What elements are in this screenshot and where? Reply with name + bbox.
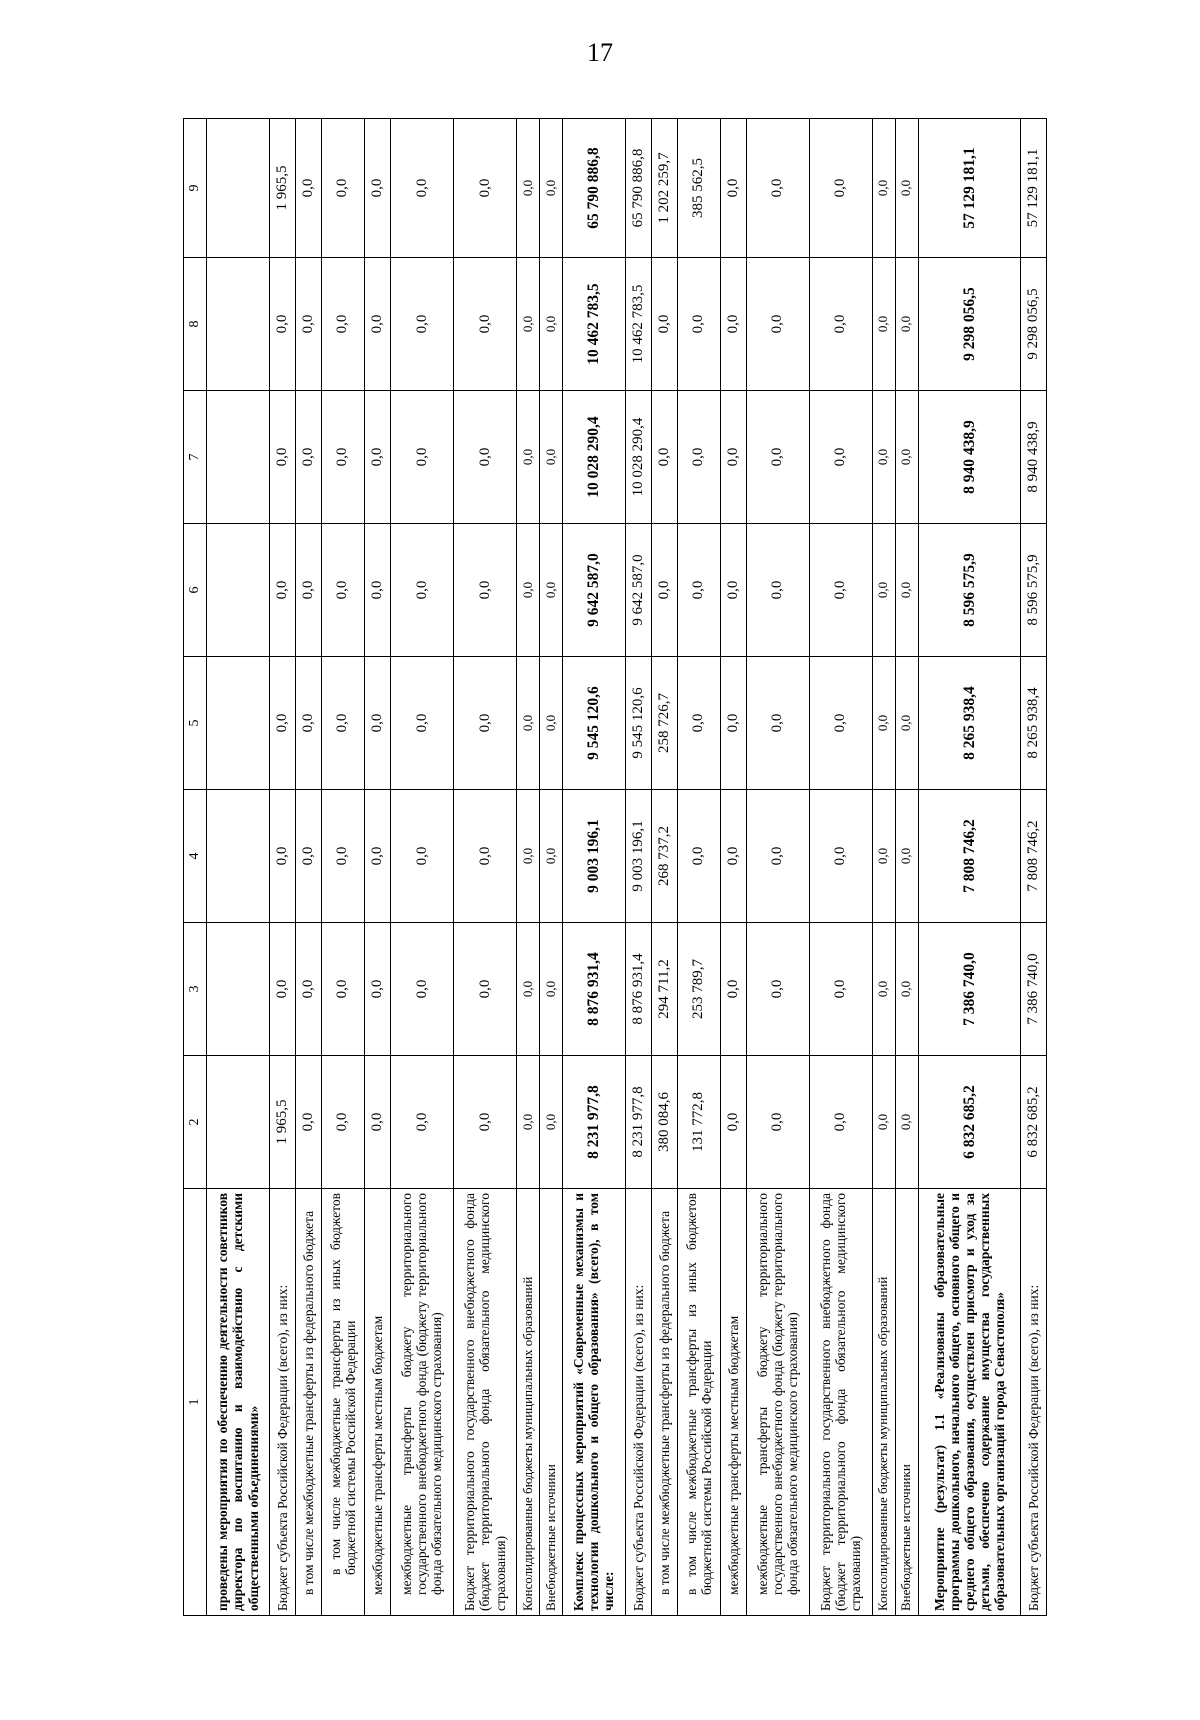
row-label: проведены мероприятия по обеспечению деятельности советников директора по воспитанию и взаимодействию с детскими общественными объединениями»	[207, 1189, 270, 1616]
value-cell: 0,0	[872, 790, 895, 923]
value-cell: 0,0	[517, 790, 540, 923]
value-cell: 8 265 938,4	[1021, 657, 1047, 790]
value-cell: 0,0	[809, 119, 872, 258]
value-cell: 0,0	[453, 657, 516, 790]
row-label: Консолидированные бюджеты муниципальных образований	[872, 1189, 895, 1616]
value-cell: 0,0	[746, 524, 809, 657]
page-number: 17	[587, 38, 613, 67]
value-cell: 0,0	[872, 391, 895, 524]
value-cell: 0,0	[453, 524, 516, 657]
value-cell: 9 003 196,1	[562, 790, 625, 923]
value-cell: 0,0	[872, 524, 895, 657]
value-cell: 0,0	[895, 524, 918, 657]
value-cell: 0,0	[365, 258, 391, 391]
value-cell: 0,0	[872, 119, 895, 258]
value-cell	[207, 790, 270, 923]
row-label: в том числе межбюджетные трансферты из иных бюджетов бюджетной системы Российской Федерации	[321, 1189, 364, 1616]
table-row	[365, 119, 391, 1616]
value-cell: 0,0	[321, 258, 364, 391]
value-cell: 0,0	[270, 391, 296, 524]
table-row	[677, 119, 720, 1616]
value-cell: 10 028 290,4	[625, 391, 651, 524]
value-cell: 8 596 575,9	[1021, 524, 1047, 657]
value-cell	[207, 1056, 270, 1189]
value-cell: 7 386 740,0	[1021, 923, 1047, 1056]
value-cell: 0,0	[720, 1056, 746, 1189]
budget-table	[183, 118, 1047, 1616]
column-header-5: 5	[184, 657, 207, 790]
value-cell: 0,0	[321, 923, 364, 1056]
value-cell: 0,0	[321, 1056, 364, 1189]
row-label: Внебюджетные источники	[895, 1189, 918, 1616]
table-row	[895, 119, 918, 1616]
value-cell: 8 231 977,8	[625, 1056, 651, 1189]
row-label: Консолидированные бюджеты муниципальных образований	[517, 1189, 540, 1616]
header-row	[184, 119, 207, 1616]
value-cell: 0,0	[270, 524, 296, 657]
value-cell: 0,0	[321, 119, 364, 258]
value-cell: 0,0	[365, 657, 391, 790]
value-cell: 0,0	[321, 657, 364, 790]
value-cell: 258 726,7	[651, 657, 677, 790]
value-cell: 0,0	[390, 1056, 453, 1189]
value-cell: 0,0	[809, 657, 872, 790]
value-cell	[207, 119, 270, 258]
row-label: Бюджет субъекта Российской Федерации (всего), из них:	[1021, 1189, 1047, 1616]
value-cell: 8 231 977,8	[562, 1056, 625, 1189]
value-cell: 9 545 120,6	[625, 657, 651, 790]
value-cell	[207, 524, 270, 657]
value-cell: 0,0	[365, 790, 391, 923]
value-cell: 0,0	[390, 119, 453, 258]
value-cell: 0,0	[677, 790, 720, 923]
value-cell: 0,0	[720, 391, 746, 524]
row-label: межбюджетные трансферты бюджету территориального государственного внебюджетного фонда (бюджету территориального фонда обязательного медицинского страхования)	[390, 1189, 453, 1616]
table-row	[746, 119, 809, 1616]
value-cell: 0,0	[720, 119, 746, 258]
value-cell: 0,0	[453, 790, 516, 923]
value-cell: 0,0	[321, 524, 364, 657]
value-cell: 0,0	[517, 391, 540, 524]
row-label: межбюджетные трансферты местным бюджетам	[365, 1189, 391, 1616]
value-cell: 0,0	[539, 1056, 562, 1189]
row-label: Бюджет территориального государственного внебюджетного фонда (бюджет территориального фонда обязательного медицинского страхования)	[453, 1189, 516, 1616]
value-cell: 0,0	[270, 657, 296, 790]
value-cell: 0,0	[809, 524, 872, 657]
value-cell: 0,0	[365, 391, 391, 524]
value-cell: 6 832 685,2	[918, 1056, 1020, 1189]
value-cell: 0,0	[651, 258, 677, 391]
value-cell: 0,0	[651, 391, 677, 524]
value-cell: 0,0	[453, 391, 516, 524]
table-body	[207, 119, 1047, 1616]
value-cell: 0,0	[539, 657, 562, 790]
value-cell: 0,0	[270, 923, 296, 1056]
value-cell: 65 790 886,8	[562, 119, 625, 258]
value-cell: 1 965,5	[270, 1056, 296, 1189]
row-label: Бюджет субъекта Российской Федерации (всего), из них:	[625, 1189, 651, 1616]
column-header-8: 8	[184, 258, 207, 391]
value-cell: 0,0	[746, 657, 809, 790]
value-cell: 0,0	[517, 657, 540, 790]
value-cell: 7 808 746,2	[918, 790, 1020, 923]
value-cell: 0,0	[390, 923, 453, 1056]
value-cell: 0,0	[809, 790, 872, 923]
value-cell: 0,0	[270, 258, 296, 391]
value-cell: 0,0	[895, 119, 918, 258]
table-row	[651, 119, 677, 1616]
value-cell: 0,0	[295, 119, 321, 258]
column-header-2: 2	[184, 1056, 207, 1189]
value-cell: 7 386 740,0	[918, 923, 1020, 1056]
value-cell: 0,0	[677, 258, 720, 391]
table-row	[562, 119, 625, 1616]
value-cell: 1 202 259,7	[651, 119, 677, 258]
row-label: межбюджетные трансферты местным бюджетам	[720, 1189, 746, 1616]
table-row	[1021, 119, 1047, 1616]
value-cell: 0,0	[651, 524, 677, 657]
value-cell: 0,0	[539, 923, 562, 1056]
value-cell: 0,0	[390, 391, 453, 524]
row-label: Бюджет территориального государственного внебюджетного фонда (бюджет территориального фонда обязательного медицинского страхования)	[809, 1189, 872, 1616]
value-cell: 0,0	[720, 790, 746, 923]
value-cell: 0,0	[539, 119, 562, 258]
value-cell: 0,0	[453, 1056, 516, 1189]
value-cell: 0,0	[746, 258, 809, 391]
value-cell: 8 265 938,4	[918, 657, 1020, 790]
value-cell	[207, 923, 270, 1056]
value-cell: 9 642 587,0	[562, 524, 625, 657]
column-header-9: 9	[184, 119, 207, 258]
row-label: в том числе межбюджетные трансферты из иных бюджетов бюджетной системы Российской Федерации	[677, 1189, 720, 1616]
value-cell: 0,0	[365, 923, 391, 1056]
table-row	[720, 119, 746, 1616]
value-cell: 9 298 056,5	[918, 258, 1020, 391]
value-cell: 0,0	[809, 923, 872, 1056]
value-cell: 7 808 746,2	[1021, 790, 1047, 923]
value-cell: 0,0	[365, 119, 391, 258]
value-cell	[207, 391, 270, 524]
column-header-7: 7	[184, 391, 207, 524]
table-row	[207, 119, 270, 1616]
table-row	[321, 119, 364, 1616]
value-cell: 0,0	[539, 391, 562, 524]
value-cell: 0,0	[720, 258, 746, 391]
value-cell: 8 940 438,9	[1021, 391, 1047, 524]
column-header-3: 3	[184, 923, 207, 1056]
row-label: межбюджетные трансферты бюджету территориального государственного внебюджетного фонда (бюджету территориального фонда обязательного медицинского страхования)	[746, 1189, 809, 1616]
table-row	[809, 119, 872, 1616]
value-cell: 0,0	[517, 119, 540, 258]
value-cell: 0,0	[895, 923, 918, 1056]
value-cell: 0,0	[895, 258, 918, 391]
row-label: в том числе межбюджетные трансферты из федерального бюджета	[295, 1189, 321, 1616]
value-cell: 0,0	[677, 391, 720, 524]
value-cell: 0,0	[453, 258, 516, 391]
value-cell: 57 129 181,1	[1021, 119, 1047, 258]
row-label: в том числе межбюджетные трансферты из федерального бюджета	[651, 1189, 677, 1616]
value-cell: 0,0	[295, 923, 321, 1056]
value-cell: 0,0	[677, 524, 720, 657]
value-cell: 9 298 056,5	[1021, 258, 1047, 391]
value-cell: 10 462 783,5	[562, 258, 625, 391]
row-label: Внебюджетные источники	[539, 1189, 562, 1616]
table-row	[918, 119, 1020, 1616]
value-cell: 0,0	[365, 1056, 391, 1189]
value-cell: 268 737,2	[651, 790, 677, 923]
value-cell: 10 028 290,4	[562, 391, 625, 524]
table-row	[270, 119, 296, 1616]
value-cell: 1 965,5	[270, 119, 296, 258]
value-cell: 131 772,8	[677, 1056, 720, 1189]
value-cell: 0,0	[677, 657, 720, 790]
table-row	[872, 119, 895, 1616]
value-cell: 0,0	[539, 258, 562, 391]
value-cell: 57 129 181,1	[918, 119, 1020, 258]
value-cell: 10 462 783,5	[625, 258, 651, 391]
value-cell: 0,0	[809, 258, 872, 391]
value-cell: 0,0	[746, 391, 809, 524]
value-cell: 0,0	[872, 923, 895, 1056]
value-cell: 0,0	[390, 657, 453, 790]
value-cell: 8 596 575,9	[918, 524, 1020, 657]
row-label: Бюджет субъекта Российской Федерации (всего), из них:	[270, 1189, 296, 1616]
value-cell: 0,0	[720, 923, 746, 1056]
value-cell: 0,0	[895, 657, 918, 790]
value-cell: 9 545 120,6	[562, 657, 625, 790]
value-cell: 0,0	[872, 657, 895, 790]
value-cell: 0,0	[365, 524, 391, 657]
value-cell: 0,0	[453, 119, 516, 258]
column-header-4: 4	[184, 790, 207, 923]
value-cell: 0,0	[517, 524, 540, 657]
value-cell: 9 642 587,0	[625, 524, 651, 657]
value-cell: 385 562,5	[677, 119, 720, 258]
value-cell: 0,0	[321, 391, 364, 524]
value-cell: 0,0	[809, 391, 872, 524]
column-header-6: 6	[184, 524, 207, 657]
row-label: Мероприятие (результат) 1.1 «Реализованы образовательные программы дошкольного, начального общего, основного общего и среднего общего образования, осуществлен присмотр и уход за детьми, обеспечено содержание имущества государственных образовательных организаций города Севастополя»	[918, 1189, 1020, 1616]
value-cell: 0,0	[390, 258, 453, 391]
value-cell: 0,0	[295, 790, 321, 923]
value-cell: 0,0	[295, 391, 321, 524]
rotated-table-container	[183, 119, 1047, 1616]
value-cell: 380 084,6	[651, 1056, 677, 1189]
value-cell: 0,0	[390, 790, 453, 923]
value-cell: 0,0	[270, 790, 296, 923]
value-cell: 0,0	[746, 119, 809, 258]
value-cell: 0,0	[295, 258, 321, 391]
row-label: Комплекс процессных мероприятий «Современные механизмы и технологии дошкольного и общего образования» (всего), в том числе:	[562, 1189, 625, 1616]
value-cell: 0,0	[539, 524, 562, 657]
value-cell: 0,0	[517, 258, 540, 391]
column-header-1: 1	[184, 1189, 207, 1616]
table-row	[539, 119, 562, 1616]
value-cell: 0,0	[321, 790, 364, 923]
value-cell: 0,0	[390, 524, 453, 657]
value-cell: 8 876 931,4	[562, 923, 625, 1056]
value-cell: 0,0	[746, 923, 809, 1056]
value-cell: 0,0	[746, 1056, 809, 1189]
value-cell: 0,0	[517, 1056, 540, 1189]
value-cell: 8 940 438,9	[918, 391, 1020, 524]
value-cell	[207, 258, 270, 391]
value-cell	[207, 657, 270, 790]
value-cell: 0,0	[295, 1056, 321, 1189]
value-cell: 65 790 886,8	[625, 119, 651, 258]
value-cell: 0,0	[720, 524, 746, 657]
value-cell: 0,0	[895, 1056, 918, 1189]
value-cell: 0,0	[809, 1056, 872, 1189]
value-cell: 9 003 196,1	[625, 790, 651, 923]
table-row	[390, 119, 453, 1616]
value-cell: 0,0	[295, 524, 321, 657]
table-row	[517, 119, 540, 1616]
table-row	[625, 119, 651, 1616]
value-cell: 253 789,7	[677, 923, 720, 1056]
value-cell: 8 876 931,4	[625, 923, 651, 1056]
table-row	[295, 119, 321, 1616]
value-cell: 0,0	[872, 258, 895, 391]
value-cell: 0,0	[872, 1056, 895, 1189]
value-cell: 0,0	[295, 657, 321, 790]
value-cell: 0,0	[453, 923, 516, 1056]
value-cell: 6 832 685,2	[1021, 1056, 1047, 1189]
table-row	[453, 119, 516, 1616]
value-cell: 0,0	[517, 923, 540, 1056]
value-cell: 0,0	[895, 391, 918, 524]
value-cell: 0,0	[539, 790, 562, 923]
value-cell: 0,0	[895, 790, 918, 923]
value-cell: 294 711,2	[651, 923, 677, 1056]
value-cell: 0,0	[720, 657, 746, 790]
value-cell: 0,0	[746, 790, 809, 923]
